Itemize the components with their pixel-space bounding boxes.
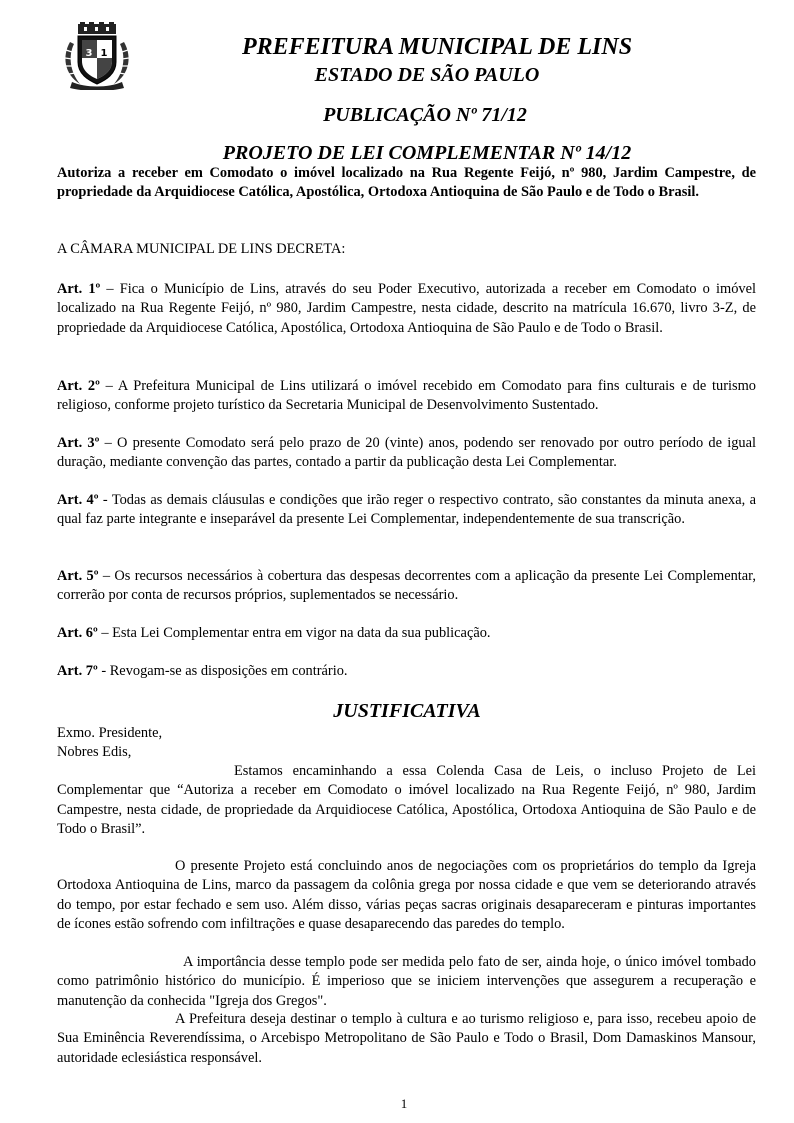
article-text: – Os recursos necessários à cobertura das despesas decorrentes com a aplicação da presente Lei Complementar, correrão por conta de recursos próprios, suplementados se necessário.	[57, 568, 756, 604]
article-5	[57, 567, 756, 606]
article-label: Art. 6º	[57, 625, 98, 641]
decree-clause	[57, 240, 756, 259]
bill-title: PROJETO DE LEI COMPLEMENTAR Nº 14/12	[222, 142, 632, 164]
page-number: 1	[400, 1096, 408, 1111]
article-text: - Todas as demais cláusulas e condições que irão reger o respectivo contrato, são constantes da minuta anexa, a qual faz parte integrante e inseparável da presente Lei Complementar, independentemente de sua transcrição.	[57, 492, 756, 528]
justification-paragraph: O presente Projeto está concluindo anos de negociações com os proprietários do templo da Igreja Ortodoxa Antioquina de Lins, marco da passagem da colônia grega por nossa cidade e que vem se deteriorando através do tempo, por estar fechado e sem uso. Além disso, várias peças sacras originais desapareceram e pinturas importantes de ícones estão sofrendo com infiltrações e quase desaparecendo das paredes do templo.	[57, 858, 756, 933]
justification-paragraph: Estamos encaminhando a essa Colenda Casa de Leis, o incluso Projeto de Lei Complementar que “Autoriza a receber em Comodato o imóvel localizado na Rua Regente Feijó, nº 980, Jardim Campestre, nesta cidade, de propriedade da Arquidiocese Católica, Apostólica, Ortodoxa Antioquina de São Paulo e de Todo o Brasil”.	[57, 763, 756, 838]
article-label: Art. 2º	[57, 378, 100, 394]
article-label: Art. 4º	[57, 492, 99, 508]
salutation-councilors: Nobres Edis,	[57, 744, 132, 760]
state-subtitle: ESTADO DE SÃO PAULO	[314, 64, 540, 86]
article-1	[57, 280, 756, 338]
article-7	[57, 662, 756, 681]
justification-heading: JUSTIFICATIVA	[333, 700, 481, 722]
svg-text:3: 3	[85, 48, 93, 59]
article-6	[57, 624, 756, 643]
svg-text:1: 1	[100, 48, 108, 59]
article-text: – O presente Comodato será pelo prazo de 20 (vinte) anos, podendo ser renovado por outro período de igual duração, mediante convenção das partes, contado a partir da publicação desta Lei Complementar.	[57, 435, 756, 471]
justification-paragraph: A Prefeitura deseja destinar o templo à cultura e ao turismo religioso e, para isso, recebeu apoio de Sua Eminência Reverendíssima, o Arcebispo Metropolitano de São Paulo e Todo o Brasil, Dom Damaskinos Mansour, autoridade eclesiástica responsável.	[57, 1011, 756, 1066]
municipality-title: PREFEITURA MUNICIPAL DE LINS	[241, 34, 633, 60]
justification-paragraph: A importância desse templo pode ser medida pelo fato de ser, ainda hoje, o único imóvel tombado como patrimônio histórico do município. É imperioso que se iniciem intervenções que assegurem a recuperação e manutenção da conhecida "Igreja dos Gregos".	[57, 954, 756, 1009]
article-2	[57, 377, 756, 416]
article-text: – A Prefeitura Municipal de Lins utilizará o imóvel recebido em Comodato para fins culturais e de turismo religioso, conforme projeto turístico da Secretaria Municipal de Desenvolvimento Sustentado.	[57, 378, 756, 414]
article-text: - Revogam-se as disposições em contrário.	[97, 663, 348, 679]
article-label: Art. 5º	[57, 568, 99, 584]
article-label: Art. 1º	[57, 281, 101, 297]
article-label: Art. 3º	[57, 435, 100, 451]
bill-summary: Autoriza a receber em Comodato o imóvel localizado na Rua Regente Feijó, nº 980, Jardim Campestre, de propriedade da Arquidiocese Católica, Apostólica, Ortodoxa Antioquina de São Paulo e de Todo o Brasil.	[57, 165, 756, 201]
article-text: – Esta Lei Complementar entra em vigor na data da sua publicação.	[97, 625, 491, 641]
article-label: Art. 7º	[57, 663, 98, 679]
chamber-name: A CÂMARA MUNICIPAL DE LINS	[57, 241, 273, 257]
publication-number: PUBLICAÇÃO Nº 71/12	[323, 104, 527, 126]
article-text: – Fica o Município de Lins, através do seu Poder Executivo, autorizada a receber em Comodato o imóvel localizado na Rua Regente Feijó, nº 980, Jardim Campestre, nesta cidade, descrito na matrícula 16.670, livro 3-Z, de propriedade da Arquidiocese Católica, Apostólica, Ortodoxa Antioquina de São Paulo e de Todo o Brasil.	[57, 281, 756, 336]
decree-verb: DECRETA:	[272, 241, 346, 257]
article-4	[57, 491, 756, 530]
article-3	[57, 434, 756, 473]
salutation-president: Exmo. Presidente,	[57, 725, 163, 741]
